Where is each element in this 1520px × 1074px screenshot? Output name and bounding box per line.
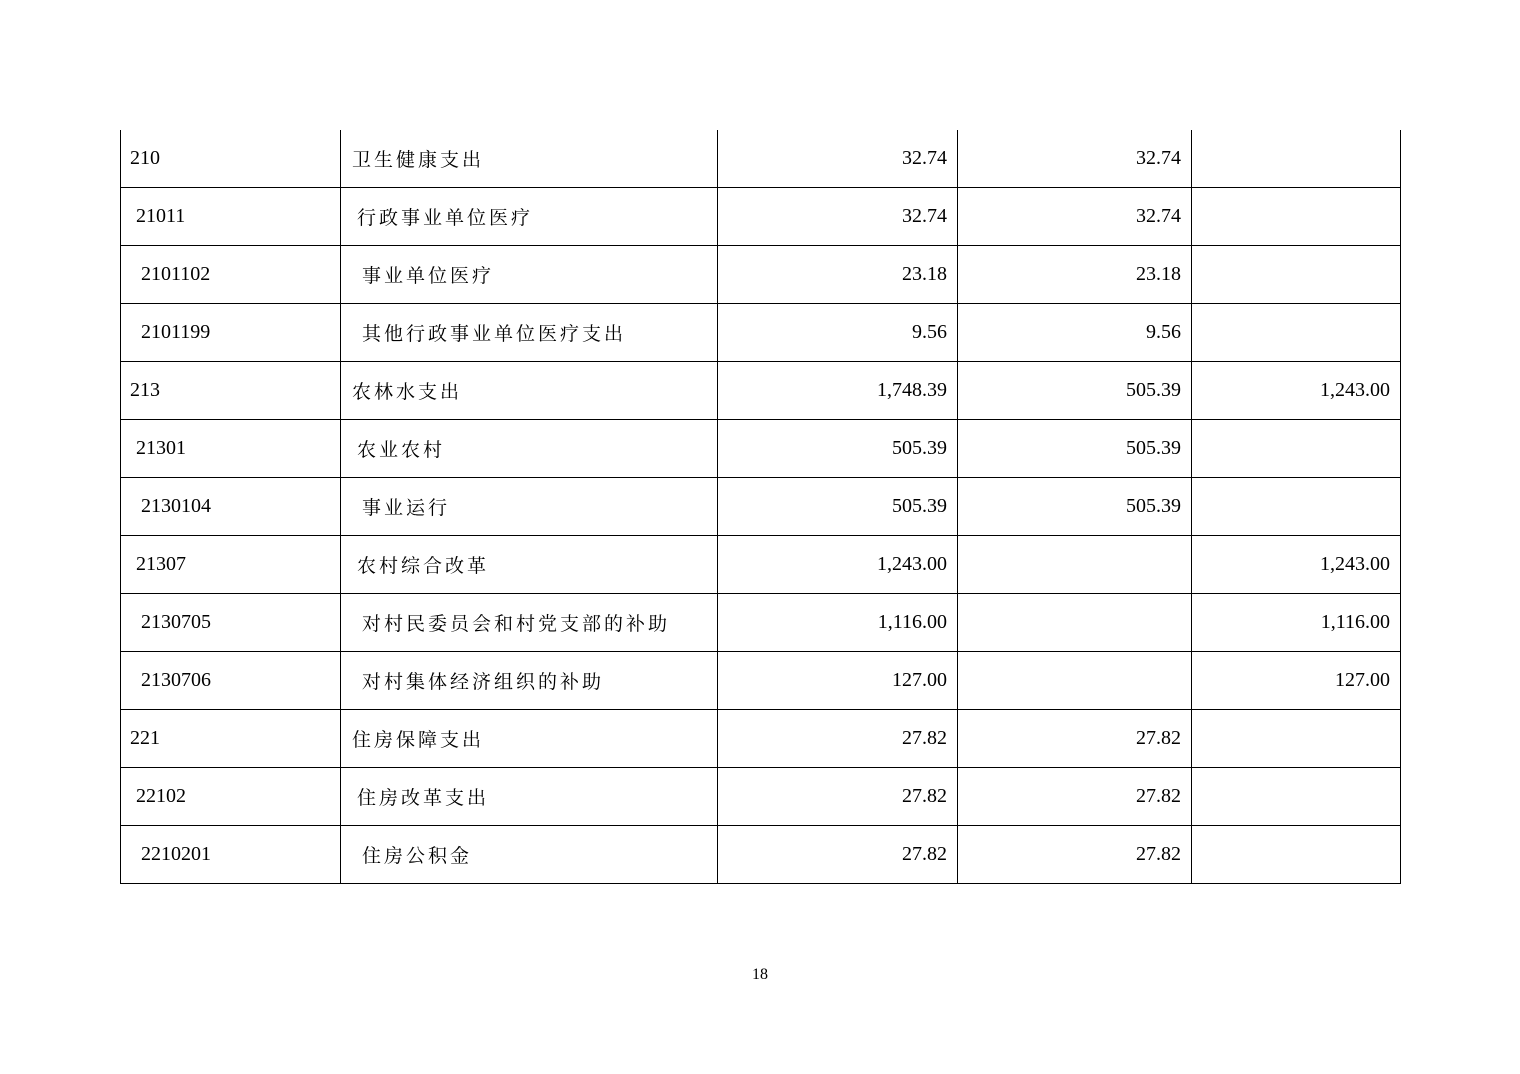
project-expenditure	[1192, 246, 1401, 304]
subject-code: 2101102	[121, 246, 341, 304]
project-expenditure	[1192, 188, 1401, 246]
total-amount: 27.82	[718, 710, 958, 768]
subject-code: 213	[121, 362, 341, 420]
basic-expenditure: 27.82	[958, 710, 1192, 768]
subject-code: 21307	[121, 536, 341, 594]
basic-expenditure: 27.82	[958, 768, 1192, 826]
total-amount: 9.56	[718, 304, 958, 362]
project-expenditure: 1,243.00	[1192, 362, 1401, 420]
table-row	[121, 768, 1401, 826]
table-row	[121, 594, 1401, 652]
basic-expenditure: 32.74	[958, 130, 1192, 188]
basic-expenditure: 32.74	[958, 188, 1192, 246]
basic-expenditure	[958, 652, 1192, 710]
table-row	[121, 246, 1401, 304]
table-row	[121, 130, 1401, 188]
table-row	[121, 420, 1401, 478]
project-expenditure	[1192, 304, 1401, 362]
subject-name: 住房公积金	[341, 826, 718, 884]
subject-code: 2130706	[121, 652, 341, 710]
basic-expenditure: 23.18	[958, 246, 1192, 304]
subject-name: 事业运行	[341, 478, 718, 536]
total-amount: 505.39	[718, 478, 958, 536]
table-row	[121, 304, 1401, 362]
table-row	[121, 478, 1401, 536]
budget-expenditure-table	[120, 130, 1401, 884]
total-amount: 1,116.00	[718, 594, 958, 652]
subject-name: 住房保障支出	[341, 710, 718, 768]
table-row	[121, 710, 1401, 768]
subject-name: 对村集体经济组织的补助	[341, 652, 718, 710]
project-expenditure	[1192, 826, 1401, 884]
project-expenditure: 1,116.00	[1192, 594, 1401, 652]
project-expenditure	[1192, 710, 1401, 768]
basic-expenditure: 505.39	[958, 478, 1192, 536]
total-amount: 127.00	[718, 652, 958, 710]
basic-expenditure	[958, 594, 1192, 652]
basic-expenditure: 505.39	[958, 420, 1192, 478]
table-row	[121, 362, 1401, 420]
total-amount: 505.39	[718, 420, 958, 478]
subject-code: 221	[121, 710, 341, 768]
project-expenditure	[1192, 420, 1401, 478]
total-amount: 23.18	[718, 246, 958, 304]
subject-name: 行政事业单位医疗	[341, 188, 718, 246]
total-amount: 32.74	[718, 130, 958, 188]
total-amount: 1,748.39	[718, 362, 958, 420]
project-expenditure	[1192, 130, 1401, 188]
subject-name: 事业单位医疗	[341, 246, 718, 304]
total-amount: 27.82	[718, 768, 958, 826]
subject-name: 住房改革支出	[341, 768, 718, 826]
basic-expenditure: 27.82	[958, 826, 1192, 884]
project-expenditure: 127.00	[1192, 652, 1401, 710]
subject-code: 210	[121, 130, 341, 188]
table-body	[121, 130, 1401, 884]
total-amount: 1,243.00	[718, 536, 958, 594]
project-expenditure: 1,243.00	[1192, 536, 1401, 594]
basic-expenditure: 505.39	[958, 362, 1192, 420]
subject-name: 农林水支出	[341, 362, 718, 420]
subject-code: 2101199	[121, 304, 341, 362]
project-expenditure	[1192, 768, 1401, 826]
table-row	[121, 652, 1401, 710]
table-row	[121, 826, 1401, 884]
basic-expenditure: 9.56	[958, 304, 1192, 362]
project-expenditure	[1192, 478, 1401, 536]
subject-code: 2210201	[121, 826, 341, 884]
subject-name: 对村民委员会和村党支部的补助	[341, 594, 718, 652]
subject-name: 卫生健康支出	[341, 130, 718, 188]
subject-name: 其他行政事业单位医疗支出	[341, 304, 718, 362]
total-amount: 27.82	[718, 826, 958, 884]
subject-code: 21011	[121, 188, 341, 246]
table-row	[121, 188, 1401, 246]
page-number: 18	[752, 966, 768, 983]
subject-name: 农村综合改革	[341, 536, 718, 594]
subject-name: 农业农村	[341, 420, 718, 478]
total-amount: 32.74	[718, 188, 958, 246]
subject-code: 2130104	[121, 478, 341, 536]
table-row	[121, 536, 1401, 594]
subject-code: 22102	[121, 768, 341, 826]
basic-expenditure	[958, 536, 1192, 594]
subject-code: 2130705	[121, 594, 341, 652]
subject-code: 21301	[121, 420, 341, 478]
